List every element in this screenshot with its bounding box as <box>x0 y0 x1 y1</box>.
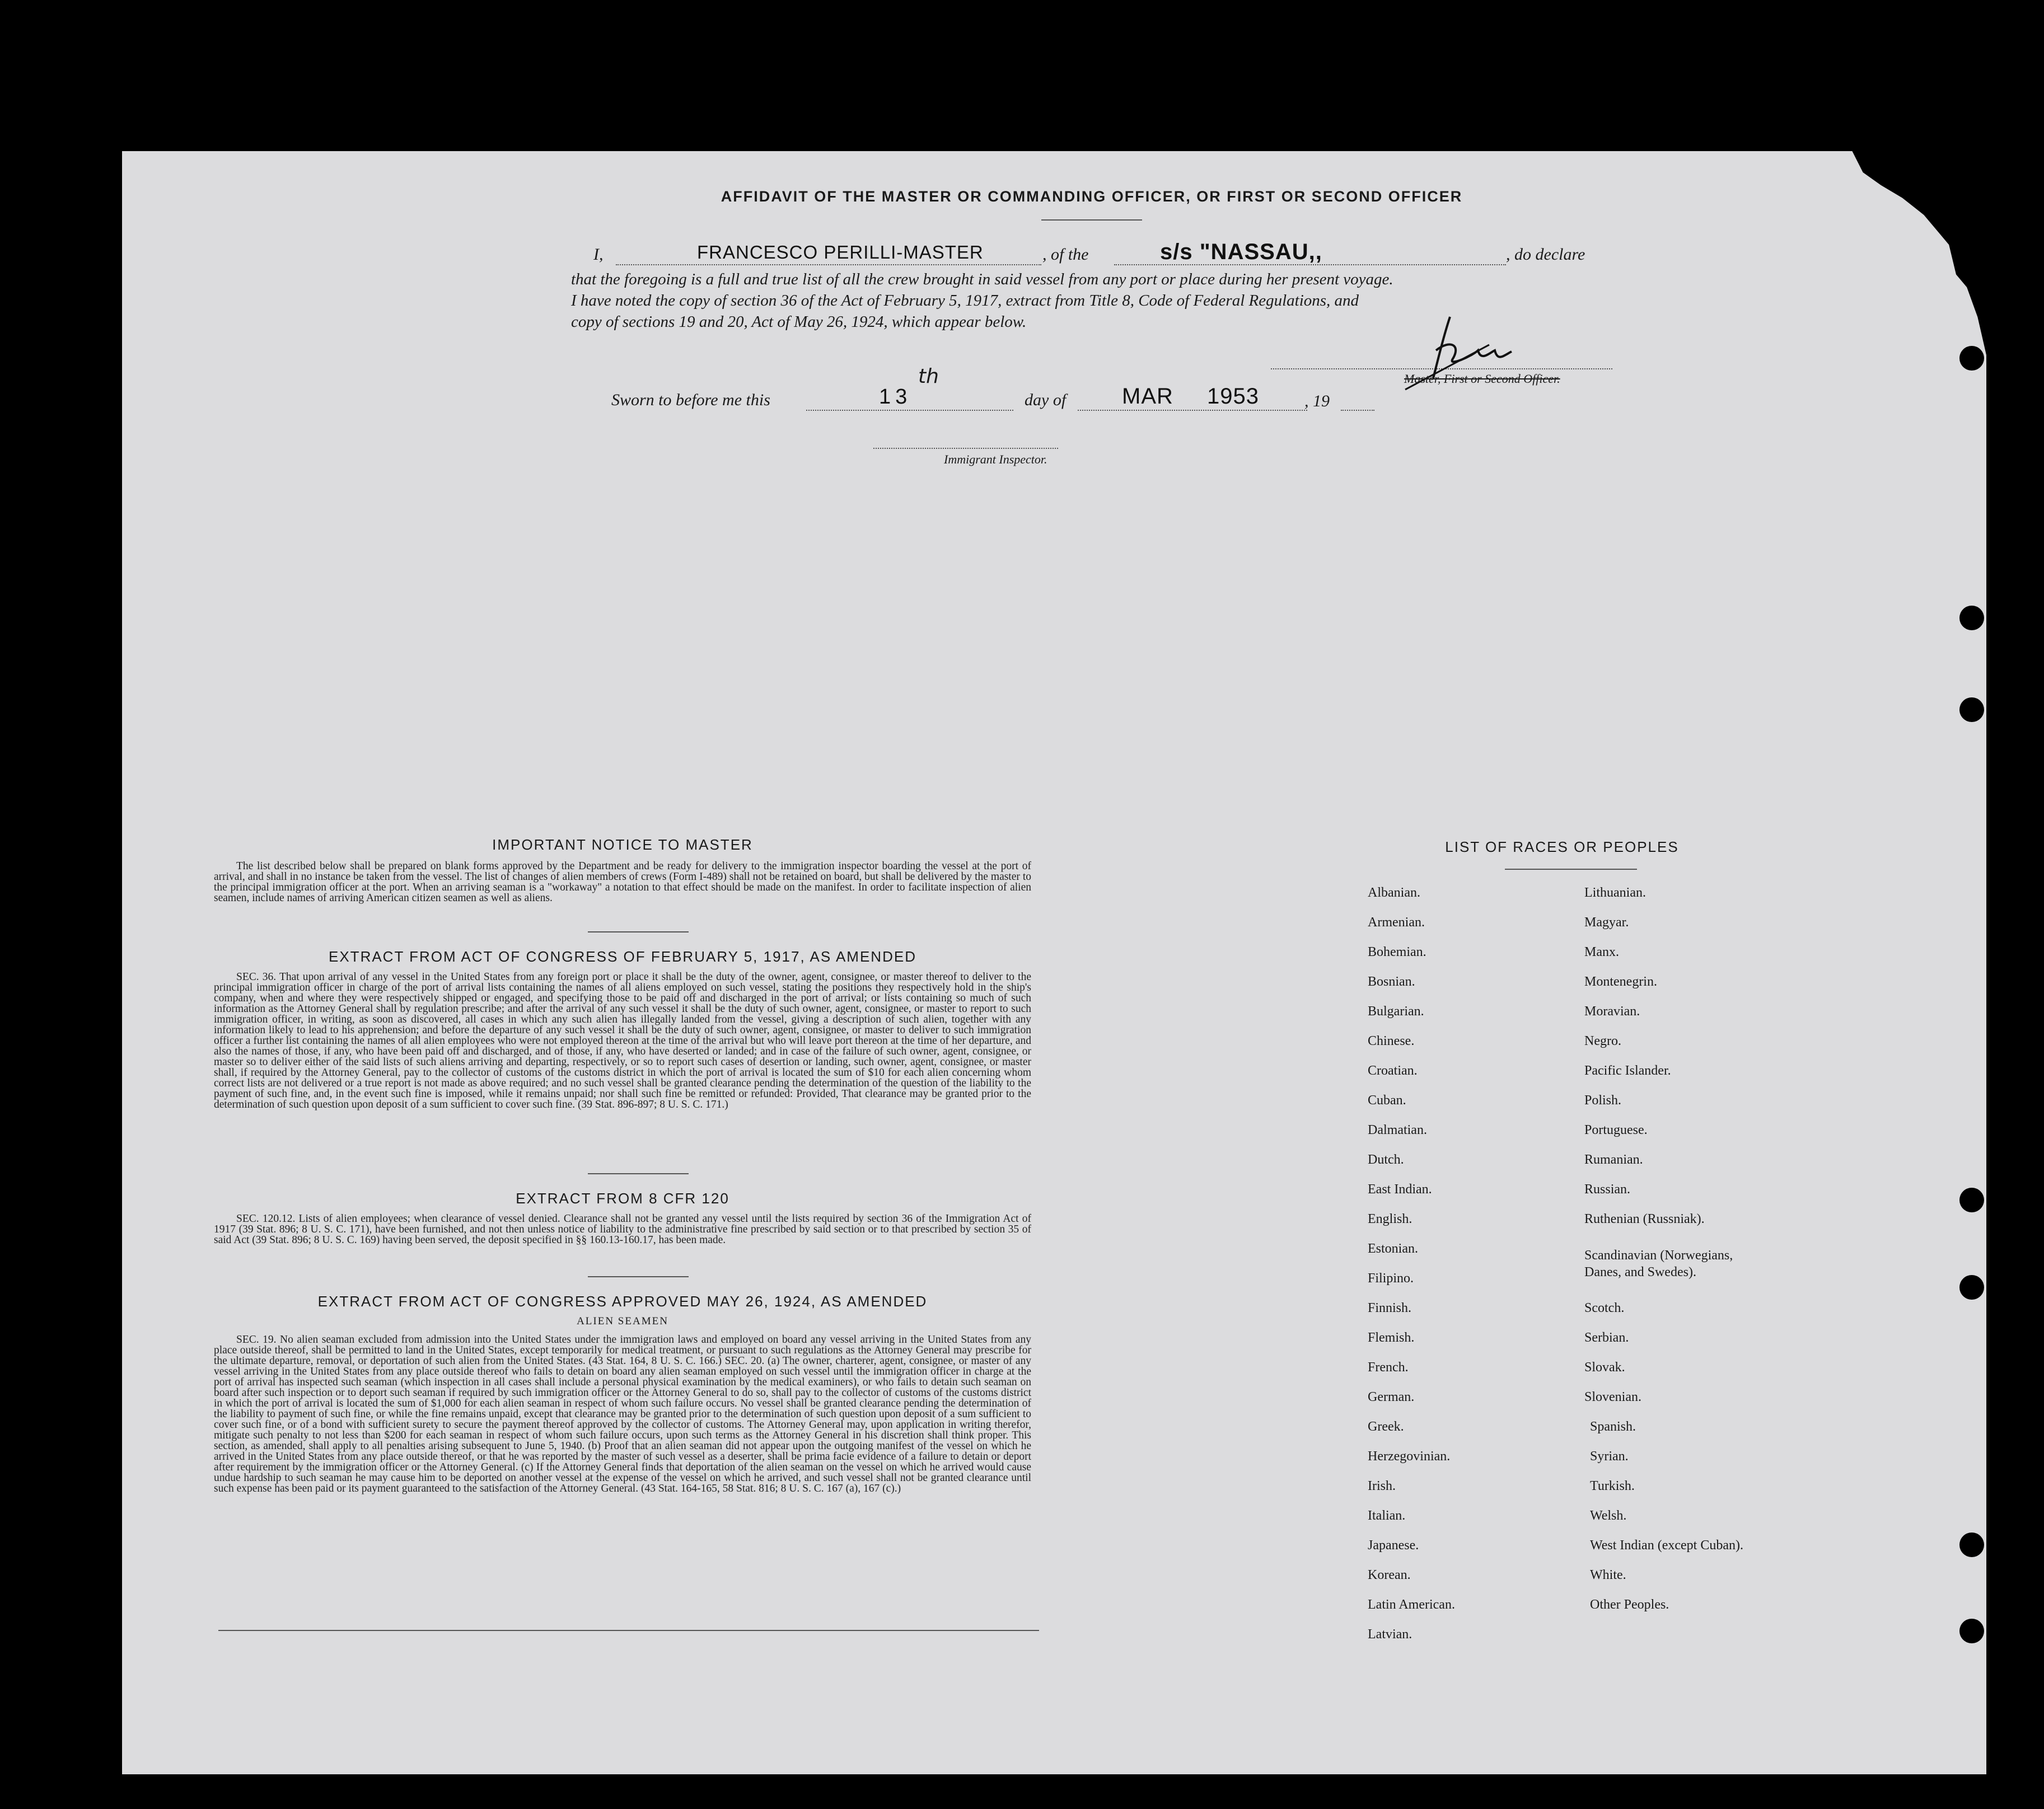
nineteen-label: , 19 <box>1304 392 1330 410</box>
race-item: Irish. <box>1368 1479 1396 1493</box>
race-item: Dalmatian. <box>1368 1123 1427 1137</box>
month-value: MAR <box>1122 384 1173 409</box>
sworn-label: Sworn to before me this <box>611 391 770 409</box>
race-item: Bosnian. <box>1368 974 1415 989</box>
extract-1917-rule <box>588 1173 689 1174</box>
race-item: Lithuanian. <box>1584 885 1646 900</box>
race-item: Ruthenian (Russniak). <box>1584 1212 1705 1226</box>
race-item: Scotch. <box>1584 1301 1625 1315</box>
punch-hole <box>1959 1275 1984 1300</box>
race-item: Croatian. <box>1368 1063 1418 1078</box>
race-item: Cuban. <box>1368 1093 1406 1108</box>
bottom-rule <box>218 1630 1039 1631</box>
race-item: Spanish. <box>1590 1419 1636 1434</box>
race-item: Rumanian. <box>1584 1152 1643 1167</box>
extract-1917-title: EXTRACT FROM ACT OF CONGRESS OF FEBRUARY 5, 1917, AS AMENDED <box>329 948 916 965</box>
race-item: Chinese. <box>1368 1034 1415 1048</box>
inspector-line <box>873 448 1058 449</box>
race-item: Scandinavian (Norwegians, Danes, and Swedes). <box>1584 1248 1733 1280</box>
race-item: Negro. <box>1584 1034 1621 1048</box>
vessel-name: s/s "NASSAU,, <box>1160 240 1322 264</box>
affidavit-line-2: that the foregoing is a full and true list of all the crew brought in said vessel from any port or place during her present voyage. <box>571 270 1393 288</box>
day-suffix: th <box>918 365 939 388</box>
signature-caption: Master, First or Second Officer. <box>1404 372 1560 386</box>
race-item: Dutch. <box>1368 1152 1404 1167</box>
punch-hole <box>1959 697 1984 722</box>
race-item: Greek. <box>1368 1419 1404 1434</box>
affidavit-title: AFFIDAVIT OF THE MASTER OR COMMANDING OFFICER, OR FIRST OR SECOND OFFICER <box>721 188 1463 205</box>
race-item: Armenian. <box>1368 915 1425 930</box>
month-year-line <box>1078 410 1307 411</box>
race-item: Japanese. <box>1368 1538 1419 1553</box>
notice-rule <box>588 931 689 932</box>
punch-hole <box>1959 1533 1984 1557</box>
affidavit-line-3: I have noted the copy of section 36 of the Act of February 5, 1917, extract from Title 8, Code of Federal Regulations, and <box>571 292 1359 310</box>
race-item: Portuguese. <box>1584 1123 1648 1137</box>
race-item: Bohemian. <box>1368 945 1426 959</box>
race-item: Manx. <box>1584 945 1619 959</box>
race-item: Herzegovinian. <box>1368 1449 1451 1464</box>
race-item: Serbian. <box>1584 1330 1629 1345</box>
extract-cfr-title: EXTRACT FROM 8 CFR 120 <box>516 1190 729 1207</box>
race-item: Bulgarian. <box>1368 1004 1424 1019</box>
race-item: German. <box>1368 1390 1415 1404</box>
race-item: Magyar. <box>1584 915 1629 930</box>
year-value: 1953 <box>1207 384 1259 409</box>
day-line <box>806 410 1013 411</box>
day-of-label: day of <box>1025 391 1067 409</box>
affidavit-line-4: copy of sections 19 and 20, Act of May 26, 1924, which appear below. <box>571 313 1027 331</box>
day-value: 13 <box>879 385 912 409</box>
race-item: Slovenian. <box>1584 1390 1641 1404</box>
notice-title: IMPORTANT NOTICE TO MASTER <box>492 836 753 853</box>
race-item: Syrian. <box>1590 1449 1629 1464</box>
race-item: Slovak. <box>1584 1360 1625 1375</box>
race-item: Turkish. <box>1590 1479 1635 1493</box>
extract-cfr-rule <box>588 1276 689 1277</box>
inspector-caption: Immigrant Inspector. <box>944 452 1047 466</box>
race-item: Pacific Islander. <box>1584 1063 1671 1078</box>
punch-hole <box>1959 1619 1984 1643</box>
race-item: Other Peoples. <box>1590 1597 1669 1612</box>
master-name: FRANCESCO PERILLI-MASTER <box>697 242 984 263</box>
extract-1924-subtitle: ALIEN SEAMEN <box>577 1315 668 1327</box>
do-declare-label: , do declare <box>1506 245 1585 264</box>
race-item: West Indian (except Cuban). <box>1590 1538 1743 1553</box>
of-the-label: , of the <box>1042 245 1089 264</box>
races-rule <box>1505 869 1637 870</box>
race-item: Polish. <box>1584 1093 1622 1108</box>
race-item: Korean. <box>1368 1568 1411 1582</box>
extract-1924-body: SEC. 19. No alien seaman excluded from admission into the United States under the immigration laws and employed on board any vessel arriving in the United States from any place outside thereof, shall be permitted to land in the United States, except temporarily for medical treatment, or pursuant to such regulations as the Attorney General may prescribe for the ultimate departure, removal, or deportation of such alien from the United States. (43 Stat. 164, 8 U. S. C. 166.) SEC. 20. (a) The owner, charterer, agent, consignee, or master of any vessel arriving in the United States from any place outside thereof who fails to detain on board any alien seaman employed on such vessel until the immigration officer in charge at the port of arrival has inspected such seaman (which inspection in all cases shall include a personal physical examination by the medical examiners), or who fails to detain such seaman on board after such inspection or to deport such seaman if required by such immigration officer or the Attorney General to do so, shall pay to the collector of customs of the customs district in which the port of arrival is located the sum of $1,000 for each alien seaman in respect of whom such failure occurs. No vessel shall be granted clearance pending the determination of the liability to payment of such fine, or while the fine remains unpaid, except that clearance may be granted prior to the determination of such question upon deposit of a sum sufficient to cover such fine, or of a bond with sufficient surety to secure the payment thereof approved by the collector of customs. The Attorney General may, upon application in writing therefor, mitigate such penalty to not less than $200 for each seaman in respect of whom such failure occurs, upon such terms as the Attorney General in his discretion shall think proper. This section, as amended, shall apply to all penalties arising subsequent to June 5, 1940. (b) Proof that an alien seaman did not appear upon the outgoing manifest of the vessel on which he arrived in the United States from any place outside thereof, or that he was reported by the master of such vessel as a deserter, shall be prima facie evidence of a failure to detain or deport after requirement by the immigration officer or the Attorney General. (c) If the Attorney General finds that deportation of the alien seaman on the vessel on which he arrived would cause undue hardship to such seaman he may cause him to be deported on another vessel at the expense of the vessel on which he arrived, and such vessel shall not be granted clearance until such expense has been paid or its payment guaranteed to the satisfaction of the Attorney General. (43 Stat. 164-165, 58 Stat. 816; 8 U. S. C. 167 (a), 167 (c).) <box>214 1334 1031 1494</box>
race-item: Montenegrin. <box>1584 974 1657 989</box>
notice-body: The list described below shall be prepared on blank forms approved by the Department and be ready for delivery to the immigration inspector boarding the vessel at the port of arrival, and shall in no instance be taken from the vessel. The list of changes of alien members of crews (Form I-489) shall not be retained on board, but shall be delivered by the master to the principal immigration officer at the port. When an arriving seaman is a "workaway" a notation to that effect should be made on the manifest. In order to facilitate inspection of alien seamen, include names of arriving American citizen seamen as well as aliens. <box>214 860 1031 904</box>
race-item: Welsh. <box>1590 1508 1627 1523</box>
races-title: LIST OF RACES OR PEOPLES <box>1445 838 1679 855</box>
race-item: Latvian. <box>1368 1627 1412 1642</box>
race-item: White. <box>1590 1568 1626 1582</box>
affidavit-title-rule <box>1041 219 1142 221</box>
punch-hole <box>1959 606 1984 630</box>
race-item: Russian. <box>1584 1182 1631 1197</box>
extract-cfr-body: SEC. 120.12. Lists of alien employees; when clearance of vessel denied. Clearance shall not be granted any vessel until the lists required by section 36 of the Immigration Act of 1917 (39 Stat. 896; 8 U. S. C. 171), have been furnished, and not then unless notice of liability to the administrative fine prescribed by said section or to that prescribed by section 35 of said Act (39 Stat. 896; 8 U. S. C. 169) having been served, the deposit specified in §§ 160.13-160.17, has been made. <box>214 1213 1031 1246</box>
race-item: Flemish. <box>1368 1330 1415 1345</box>
master-name-line <box>616 264 1041 265</box>
punch-hole <box>1959 1188 1984 1212</box>
race-item: Estonian. <box>1368 1241 1418 1256</box>
extract-1917-body: SEC. 36. That upon arrival of any vessel in the United States from any foreign port or place it shall be the duty of the owner, agent, consignee, or master thereof to deliver to the principal immigration officer in charge of the port of arrival lists containing the names of all aliens employed on such vessel, stating the positions they respectively hold in the ship's company, when and where they were respectively shipped or engaged, and specifying those to be paid off and discharged in the port of arrival; or lists containing so much of such information as the Attorney General shall by regulation prescribe; and after the arrival of any such vessel it shall be the duty of such owner, agent, consignee, or master to report to such immigration officer, in writing, as soon as discovered, all cases in which any such alien has illegally landed from the vessel, giving a description of such alien, together with any information likely to lead to his apprehension; and before the departure of any such vessel it shall be the duty of such owner, agent, consignee, or master to deliver to such immigration officer a further list containing the names of all alien employees who were not employed thereon at the time of the arrival but who will leave port thereon at the time of her departure, and also the names of those, if any, who have been paid off and discharged, and of those, if any, who have deserted or landed; and in case of the failure of such owner, agent, consignee, or master so to deliver either of the said lists of such aliens arriving and departing, respectively, or so to report such cases of desertion or landing, such owner, agent, consignee, or master shall, if required by the Attorney General, pay to the collector of customs of the customs district in which the port of arrival is located the sum of $10 for each alien concerning whom correct lists are not delivered or a true report is not made as above required; and no such vessel shall be granted clearance pending the determination of the question of the liability to the payment of such fine, and, in the event such fine is imposed, while it remains unpaid; nor shall such fine be remitted or refunded: Provided, That clearance may be granted prior to the determination of such question upon deposit of a sum sufficient to cover such fine. (39 Stat. 896-897; 8 U. S. C. 171.) <box>214 971 1031 1110</box>
race-item: Albanian. <box>1368 885 1420 900</box>
punch-hole <box>1959 346 1984 371</box>
race-item: English. <box>1368 1212 1412 1226</box>
race-item: East Indian. <box>1368 1182 1432 1197</box>
race-item: Latin American. <box>1368 1597 1455 1612</box>
affidavit-i-label: I, <box>593 245 604 264</box>
race-item: Filipino. <box>1368 1271 1414 1286</box>
race-item: Finnish. <box>1368 1301 1412 1315</box>
race-item: Italian. <box>1368 1508 1406 1523</box>
race-item: French. <box>1368 1360 1409 1375</box>
race-item: Moravian. <box>1584 1004 1640 1019</box>
nineteen-line <box>1341 410 1374 411</box>
extract-1924-title: EXTRACT FROM ACT OF CONGRESS APPROVED MAY 26, 1924, AS AMENDED <box>317 1293 928 1310</box>
